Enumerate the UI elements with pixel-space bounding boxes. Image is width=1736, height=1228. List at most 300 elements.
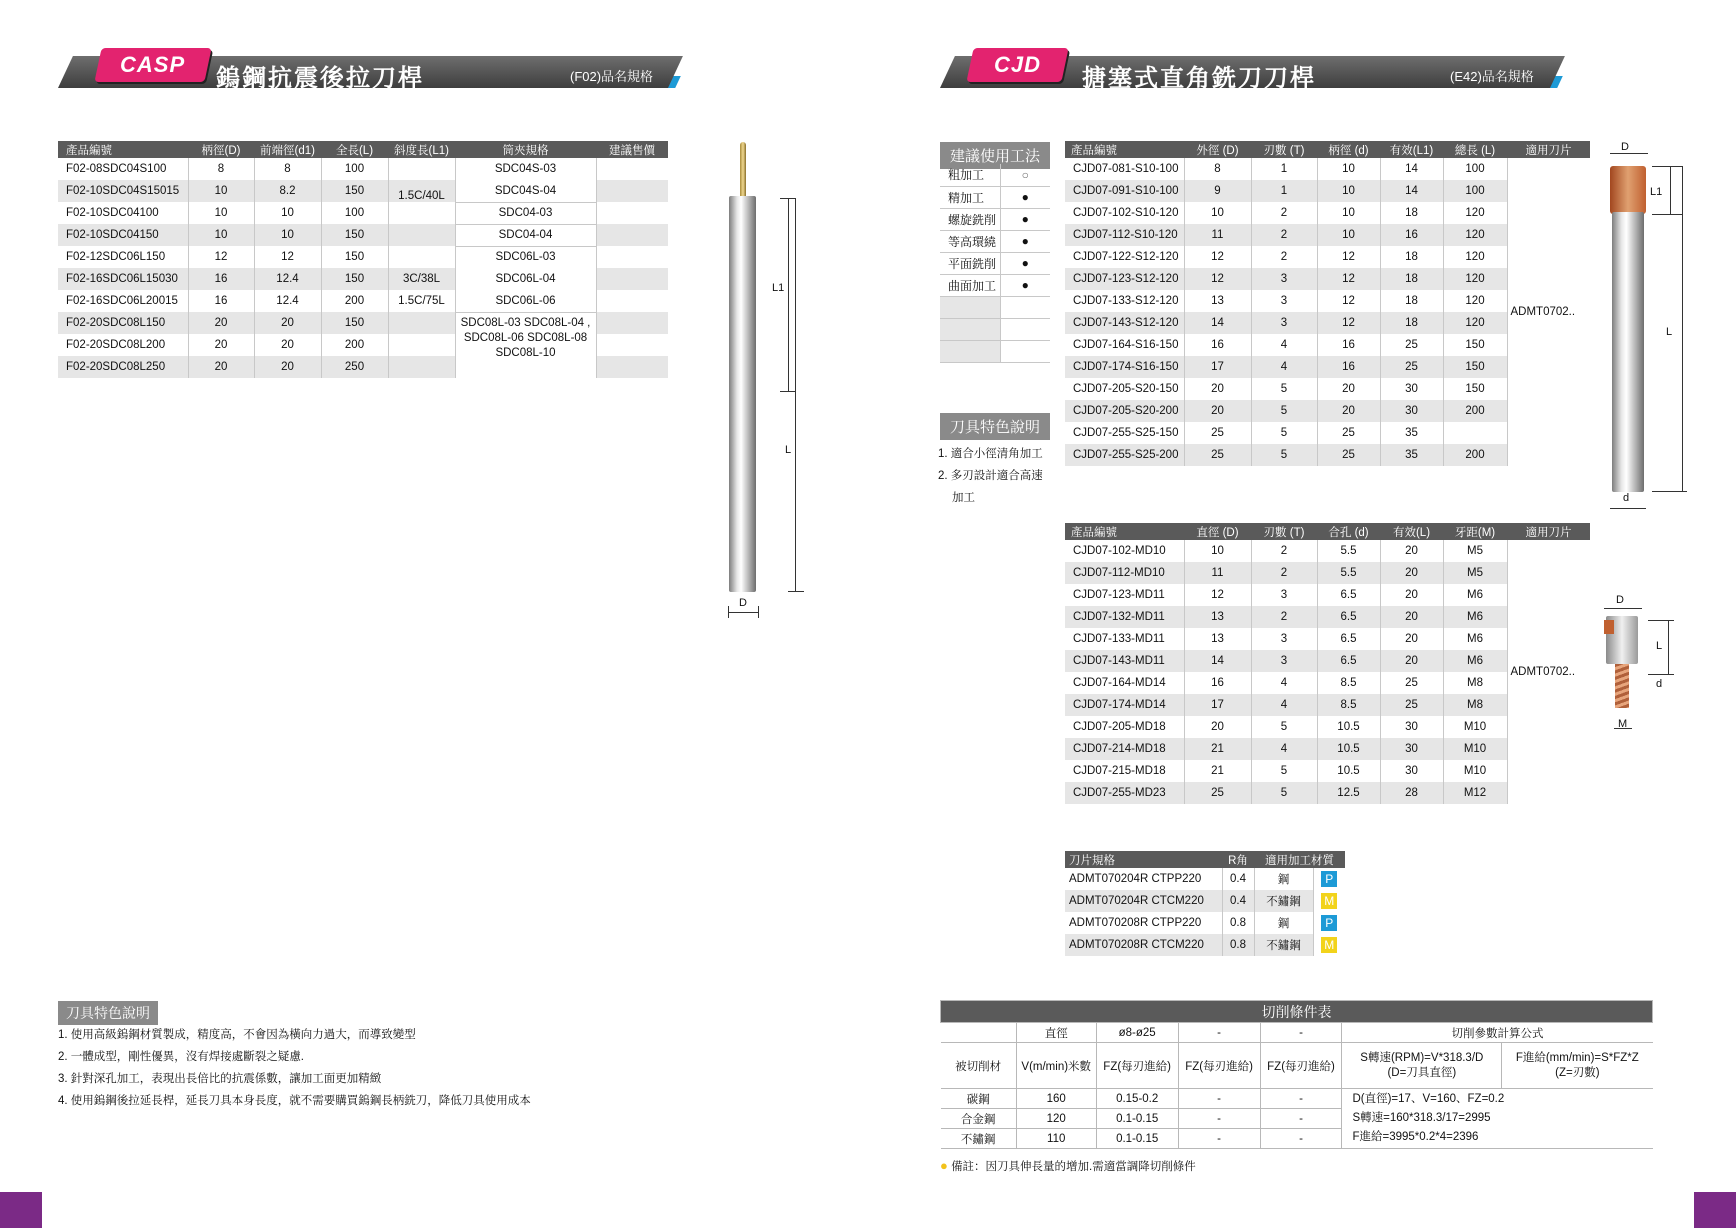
cell: F02-20SDC08L200 (58, 334, 188, 356)
cell: 12 (1184, 268, 1251, 290)
cell: 10 (254, 224, 321, 246)
cell: 20 (188, 334, 254, 356)
cell: 0.8 (1222, 934, 1254, 956)
col-header: 柄徑(D) (188, 141, 254, 158)
cell (388, 334, 455, 356)
col-header: R角 (1222, 851, 1254, 868)
table-header (1065, 851, 1345, 868)
cell: CJD07-112-S10-120 (1065, 224, 1184, 246)
cell: CJD07-205-S20-200 (1065, 400, 1184, 422)
cell: 4 (1251, 334, 1317, 356)
cell: SDC04S-04 (455, 180, 596, 202)
cell: 被切削材 (941, 1043, 1017, 1089)
m-label: M (1618, 718, 1628, 730)
cell: 1 (1251, 158, 1317, 180)
table-row (58, 312, 668, 334)
table-row (940, 208, 1050, 230)
method-label: 建議使用工法 (940, 142, 1050, 169)
cell: - (1260, 1089, 1342, 1109)
table-row (940, 274, 1050, 296)
cell: 12 (254, 246, 321, 268)
cell: 鋼 (1254, 868, 1313, 890)
cell: 110 (1016, 1129, 1096, 1149)
cell: ADMT070208R CTPP220 (1065, 912, 1222, 934)
casp-features-label: 刀具特色說明 (58, 1001, 158, 1025)
cell: 10 (1184, 540, 1251, 562)
cell: 12.5 (1317, 782, 1380, 804)
cell: 120 (1443, 268, 1507, 290)
method-mark: ○ (1000, 164, 1050, 186)
cell: SDC06L-06 (455, 290, 596, 312)
cell: 12 (1184, 246, 1251, 268)
cell: 鋼 (1254, 912, 1313, 934)
cell: 3 (1251, 584, 1317, 606)
cell: 20 (1380, 562, 1443, 584)
cell: 8 (188, 158, 254, 180)
cell: 18 (1380, 268, 1443, 290)
table-row (58, 268, 668, 290)
collet-line: SDC08L-03 SDC08L-04 , (460, 316, 591, 329)
cell: - (1178, 1129, 1260, 1149)
cell: 28 (1380, 782, 1443, 804)
table-row (941, 1023, 1653, 1043)
table-row (58, 158, 668, 180)
table-row (58, 246, 668, 268)
cutting-conditions-table (940, 1000, 1653, 1149)
table-row (941, 1043, 1653, 1089)
table-row (940, 296, 1050, 318)
cell: 20 (1380, 606, 1443, 628)
method-mark: ● (1000, 208, 1050, 230)
casp-subtitle: (F02)品名規格 (570, 69, 654, 84)
insert-cell: ADMT0702.. (1507, 540, 1590, 804)
cell: 30 (1380, 738, 1443, 760)
cell: F02-20SDC08L250 (58, 356, 188, 378)
cell (388, 246, 455, 268)
cell: 100 (321, 158, 388, 180)
cell: F02-20SDC08L150 (58, 312, 188, 334)
list-item: 2. 一體成型，剛性優異，沒有焊接處斷裂之疑慮. (58, 1051, 304, 1063)
cell: 1.5C/75L (388, 290, 455, 312)
cell: 150 (321, 246, 388, 268)
material-badge: M (1321, 937, 1337, 953)
list-item: 2. 多刃設計適合高速 (938, 470, 1043, 482)
l1-label: L1 (1650, 186, 1663, 198)
cell: M5 (1443, 562, 1507, 584)
cell: 20 (1380, 584, 1443, 606)
method-name: 平面銑削 (940, 252, 1000, 274)
cell: 合金鋼 (941, 1109, 1017, 1129)
cell: 4 (1251, 738, 1317, 760)
cell: 9 (1184, 180, 1251, 202)
cell: SDC04S-03 (455, 158, 596, 180)
cell: 10 (188, 224, 254, 246)
col-header: 筒夾規格 (455, 141, 596, 158)
cell: 不鏽鋼 (1254, 890, 1313, 912)
cell: 160 (1016, 1089, 1096, 1109)
cell: 20 (188, 312, 254, 334)
cell: CJD07-123-MD11 (1065, 584, 1184, 606)
cell: 0.1-0.15 (1096, 1129, 1178, 1149)
cell: M10 (1443, 760, 1507, 782)
method-name: 螺旋銑削 (940, 208, 1000, 230)
cell: 5 (1251, 400, 1317, 422)
cell (596, 356, 668, 378)
cell: 12.4 (254, 290, 321, 312)
cell: 10 (1184, 202, 1251, 224)
cell: 6.5 (1317, 628, 1380, 650)
cell: 11 (1184, 562, 1251, 584)
list-item: 1. 適合小徑清角加工 (938, 448, 1043, 460)
cell: F02-08SDC04S100 (58, 158, 188, 180)
cell: 17 (1184, 356, 1251, 378)
cell: 10.5 (1317, 716, 1380, 738)
tool-shank (729, 196, 756, 592)
cell: 14 (1380, 180, 1443, 202)
cell: 3 (1251, 650, 1317, 672)
cell: 200 (321, 334, 388, 356)
material-badge-cell (1313, 934, 1345, 956)
cell (596, 246, 668, 268)
col-header: 直徑 (D) (1184, 523, 1251, 540)
d-bottom-label: d (1623, 492, 1630, 504)
cell: 150 (321, 268, 388, 290)
cell: 100 (1443, 180, 1507, 202)
cell: 150 (321, 312, 388, 334)
cell: 12 (1317, 312, 1380, 334)
s-formula-line: S轉速(RPM)=V*318.3/D (1360, 1051, 1484, 1064)
casp-spec-table (58, 141, 668, 378)
cjd-modular-table (1065, 523, 1590, 804)
col-header: 建議售價 (596, 141, 668, 158)
cell: 2 (1251, 562, 1317, 584)
method-table (940, 164, 1050, 363)
table-row (940, 252, 1050, 274)
cell: 150 (1443, 378, 1507, 400)
lightbulb-icon: ● (940, 1158, 948, 1173)
cell: 150 (321, 180, 388, 202)
table-row (940, 340, 1050, 362)
collet-line: SDC08L-06 SDC08L-08 (463, 331, 588, 344)
cell: 16 (1317, 356, 1380, 378)
cell: 8 (254, 158, 321, 180)
casp-banner (58, 48, 678, 92)
formula-example (1342, 1089, 1653, 1149)
cell: 不鏽鋼 (941, 1129, 1017, 1149)
tool-tip (740, 142, 746, 198)
cell: 250 (321, 356, 388, 378)
cell: 3C/38L (388, 268, 455, 290)
cell: 100 (1443, 158, 1507, 180)
l1-label: L1 (772, 282, 785, 294)
cell: 5 (1251, 716, 1317, 738)
page-corner-left (0, 1192, 42, 1228)
cell: SDC04-04 (455, 224, 596, 246)
example-line: F進給=3995*0.2*4=2396 (1352, 1131, 1479, 1143)
note-text: 備註：因刀具伸長量的增加.需適當調降切削條件 (951, 1161, 1196, 1173)
cell: 16 (1380, 224, 1443, 246)
f-formula (1502, 1043, 1653, 1089)
cjd-features-list (938, 443, 1043, 509)
cell: 16 (188, 268, 254, 290)
cell: F02-12SDC06L150 (58, 246, 188, 268)
cell (596, 158, 668, 180)
cell: 120 (1443, 202, 1507, 224)
method-name: 精加工 (940, 186, 1000, 208)
col-header: 刀片規格 (1065, 851, 1222, 868)
cell: 2 (1251, 202, 1317, 224)
cell: 20 (1380, 628, 1443, 650)
cell: 12 (1184, 584, 1251, 606)
cell: 0.4 (1222, 868, 1254, 890)
table-row (1065, 868, 1345, 890)
cell: 18 (1380, 202, 1443, 224)
cell: 18 (1380, 246, 1443, 268)
cell: 35 (1380, 422, 1443, 444)
example-line: D(直徑)=17、V=160、FZ=0.2 (1352, 1093, 1505, 1105)
cell: 4 (1251, 694, 1317, 716)
cell (596, 202, 668, 224)
cell: 12.4 (254, 268, 321, 290)
d-top-label: D (1621, 141, 1629, 153)
material-badge: P (1321, 871, 1337, 887)
cell: 8 (1184, 158, 1251, 180)
cell: 12 (1317, 268, 1380, 290)
cell: 3 (1251, 268, 1317, 290)
cell: SDC04-03 (455, 202, 596, 224)
cell: 21 (1184, 738, 1251, 760)
cell: 14 (1184, 312, 1251, 334)
cell: ADMT070208R CTCM220 (1065, 934, 1222, 956)
cell: 13 (1184, 628, 1251, 650)
cell: ø8-ø25 (1096, 1023, 1178, 1043)
casp-features-list (58, 1024, 531, 1112)
cell: 5.5 (1317, 540, 1380, 562)
cutter-head (1610, 166, 1646, 214)
cell: SDC06L-03 (455, 246, 596, 268)
cell: 5 (1251, 782, 1317, 804)
cell: 5 (1251, 422, 1317, 444)
cell: CJD07-143-S12-120 (1065, 312, 1184, 334)
cell: 16 (188, 290, 254, 312)
cell: FZ(每刃進給) (1096, 1043, 1178, 1089)
s-formula-line: (D=刀具直徑) (1387, 1066, 1457, 1079)
cell: 25 (1380, 694, 1443, 716)
cell: 21 (1184, 760, 1251, 782)
table-row (1065, 912, 1345, 934)
cell: CJD07-102-MD10 (1065, 540, 1184, 562)
list-item: 4. 使用鎢鋼後拉延長桿，延長刀具本身長度，就不需要購買鎢鋼長柄銑刀，降低刀具使用成本 (58, 1095, 531, 1107)
cell: M8 (1443, 694, 1507, 716)
cell: 3 (1251, 628, 1317, 650)
cell: 25 (1184, 782, 1251, 804)
cjd-title: 搪塞式直角銑刀刀桿 (1082, 65, 1316, 92)
col-header: 全長(L) (321, 141, 388, 158)
cell: 2 (1251, 224, 1317, 246)
cell: F02-16SDC06L20015 (58, 290, 188, 312)
col-header: 產品編號 (1065, 523, 1184, 540)
cell: 25 (1184, 422, 1251, 444)
method-mark: ● (1000, 274, 1050, 296)
cell (596, 180, 668, 202)
cell: 35 (1380, 444, 1443, 466)
f-formula-line: (Z=刃數) (1555, 1066, 1600, 1079)
d-label: D (739, 597, 747, 609)
cell: 10 (188, 202, 254, 224)
cell: 100 (321, 202, 388, 224)
cell: 20 (1380, 650, 1443, 672)
cell (388, 312, 455, 334)
col-header: 有效(L) (1380, 523, 1443, 540)
col-header: 適用刀片 (1507, 523, 1590, 540)
cell: 14 (1184, 650, 1251, 672)
cell: 1 (1251, 180, 1317, 202)
cell: 1.5C/40L (388, 180, 455, 202)
cell: CJD07-143-MD11 (1065, 650, 1184, 672)
collet-group-cell (455, 312, 596, 378)
material-badge-cell (1313, 868, 1345, 890)
cell: CJD07-255-S25-200 (1065, 444, 1184, 466)
col-header: 刃數 (T) (1251, 523, 1317, 540)
cell: 14 (1380, 158, 1443, 180)
cell: 6.5 (1317, 606, 1380, 628)
cell: 6.5 (1317, 584, 1380, 606)
cell: CJD07-164-S16-150 (1065, 334, 1184, 356)
cell: 150 (1443, 334, 1507, 356)
cell: 5.5 (1317, 562, 1380, 584)
cell: 18 (1380, 290, 1443, 312)
cell: ADMT070204R CTCM220 (1065, 890, 1222, 912)
table-row (940, 186, 1050, 208)
cell: CJD07-205-MD18 (1065, 716, 1184, 738)
list-item: 3. 針對深孔加工，表現出長倍比的抗震係數，讓加工面更加精緻 (58, 1073, 382, 1085)
cell: 200 (1443, 400, 1507, 422)
cell: 8.5 (1317, 672, 1380, 694)
cell: 20 (1184, 400, 1251, 422)
cell: CJD07-122-S12-120 (1065, 246, 1184, 268)
cjd-banner (940, 48, 1560, 92)
cell: F02-10SDC04150 (58, 224, 188, 246)
cell (596, 334, 668, 356)
s-formula (1342, 1043, 1502, 1089)
insert-cell: ADMT0702.. (1507, 158, 1590, 466)
cell: M12 (1443, 782, 1507, 804)
cell: - (1178, 1089, 1260, 1109)
cell: CJD07-205-S20-150 (1065, 378, 1184, 400)
cell: 8.2 (254, 180, 321, 202)
cell: 17 (1184, 694, 1251, 716)
material-badge: P (1321, 915, 1337, 931)
cell: 16 (1317, 334, 1380, 356)
cell (596, 290, 668, 312)
cell: 10 (254, 202, 321, 224)
cell: 3 (1251, 312, 1317, 334)
table-header (58, 141, 668, 158)
cell: 30 (1380, 378, 1443, 400)
cell: 0.8 (1222, 912, 1254, 934)
tool-shank (1612, 212, 1644, 492)
cell: 25 (1317, 444, 1380, 466)
cell: 10 (1317, 202, 1380, 224)
cell: 5 (1251, 760, 1317, 782)
cell: CJD07-133-MD11 (1065, 628, 1184, 650)
cell: CJD07-112-MD10 (1065, 562, 1184, 584)
cell: F02-10SDC04S15015 (58, 180, 188, 202)
cell: 碳鋼 (941, 1089, 1017, 1109)
cell: 20 (188, 356, 254, 378)
cell: 12 (1317, 290, 1380, 312)
cell: M5 (1443, 540, 1507, 562)
table-row (1065, 540, 1590, 562)
cell: 10 (1317, 180, 1380, 202)
table-row (1065, 934, 1345, 956)
cell: 20 (1184, 716, 1251, 738)
cell: CJD07-132-MD11 (1065, 606, 1184, 628)
cell: 25 (1380, 672, 1443, 694)
l-label: L (1666, 326, 1673, 338)
cell: 3 (1251, 290, 1317, 312)
cell: F02-10SDC04100 (58, 202, 188, 224)
cell: CJD07-214-MD18 (1065, 738, 1184, 760)
cell (596, 268, 668, 290)
cell: 25 (1317, 422, 1380, 444)
thread (1615, 664, 1629, 708)
cell: 16 (1184, 334, 1251, 356)
cell: M6 (1443, 628, 1507, 650)
col-header: 產品編號 (58, 141, 188, 158)
method-name: 等高環繞 (940, 230, 1000, 252)
table-row (1065, 158, 1590, 180)
cell: 0.1-0.15 (1096, 1109, 1178, 1129)
col-header: 外徑 (D) (1184, 141, 1251, 158)
cell: 10 (1317, 224, 1380, 246)
list-item: 1. 使用高級鎢鋼材質製成，精度高，不會因為橫向力過大，而導致變型 (58, 1029, 416, 1041)
cell (388, 356, 455, 378)
cell: F02-16SDC06L15030 (58, 268, 188, 290)
cell: 不鏽鋼 (1254, 934, 1313, 956)
cell: 12 (1317, 246, 1380, 268)
cell: M8 (1443, 672, 1507, 694)
col-header: 產品編號 (1065, 141, 1184, 158)
cell: 120 (1443, 246, 1507, 268)
table-row (58, 202, 668, 224)
cell: M6 (1443, 650, 1507, 672)
cell: 25 (1380, 356, 1443, 378)
col-header: 有效(L1) (1380, 141, 1443, 158)
cell: 120 (1443, 290, 1507, 312)
cell: 20 (1380, 540, 1443, 562)
cell: FZ(每刃進給) (1178, 1043, 1260, 1089)
cell: - (1178, 1109, 1260, 1129)
cell: CJD07-081-S10-100 (1065, 158, 1184, 180)
cell: 30 (1380, 400, 1443, 422)
cell (388, 158, 455, 180)
cjd-shank-table (1065, 141, 1590, 466)
cell: 120 (1016, 1109, 1096, 1129)
cell: 200 (321, 290, 388, 312)
table-row (58, 180, 668, 202)
cell: 20 (254, 312, 321, 334)
example-line: S轉速=160*318.3/17=2995 (1352, 1112, 1491, 1124)
table-row (941, 1089, 1653, 1109)
cell: V(m/min)米數 (1016, 1043, 1096, 1089)
cell: 12 (188, 246, 254, 268)
col-header: 斜度長(L1) (388, 141, 455, 158)
cell: 20 (1317, 378, 1380, 400)
col-header: 適用加工材質 (1254, 851, 1345, 868)
cutting-title: 切削條件表 (941, 1001, 1653, 1023)
d-label: d (1656, 678, 1663, 690)
